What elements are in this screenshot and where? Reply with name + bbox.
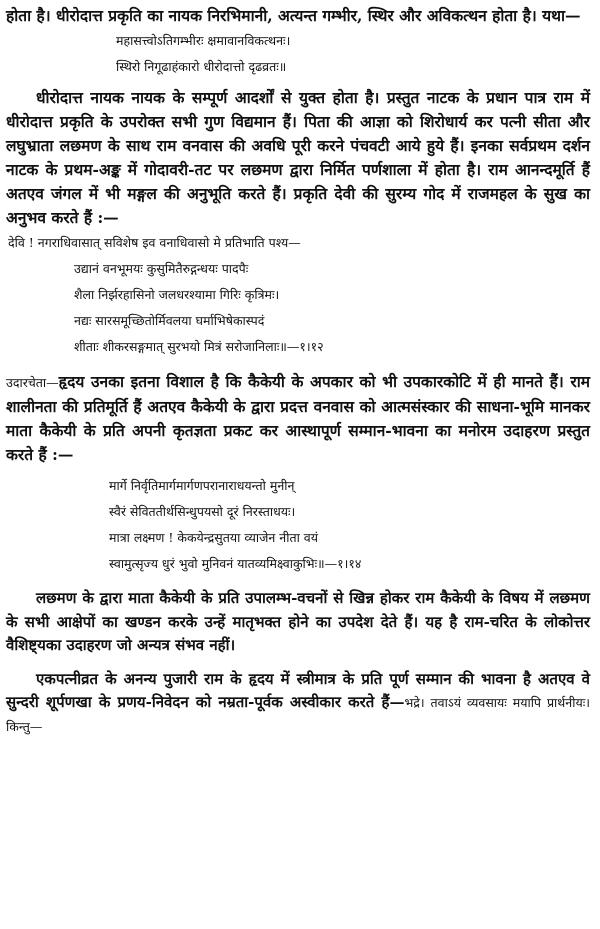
verse-line: स्थिरो निगूढाहंकारो धीरोदात्तो दृढव्रतः॥ [116,59,287,74]
udaracheta-label: उदारचेता— [6,375,59,390]
verse-line: महासत्त्वोऽतिगम्भीरः क्षमावानविकत्थनः। [116,33,291,48]
verse-line: शीताः शीकरसङ्गमात् सुरभयो मित्रं सरोजानिलाः॥—१।१२ [74,339,324,354]
paragraph-ekapatnivrata [6,668,590,739]
verse-forest-description [6,230,590,360]
udaracheta-text: हृदय उनका इतना विशाल है कि कैकेयी के अपकार को भी उपकारकोटि में ही मानते हैं। राम शालीनता की प्रतिमूर्ति हैं अतएव कैकेयी के द्वारा प्रदत्त वनवास को आत्मसंस्कार की साधना-भूमि मानकर माता कैकेयी के प्रति अपनी कृतज्ञता प्रकट कर आस्थापूर्ण सम्मान-भावना का मनोरम उदाहरण प्रस्तुत करते हैं :— [6,372,590,464]
verse-intro-line: देवि ! नगराधिवासात् सविशेष इव वनाधिवासो मे प्रतिभाति पश्य— [8,235,301,250]
paragraph-rama-character: धीरोदात्त नायक नायक के सम्पूर्ण आदर्शों से युक्त होता है। प्रस्तुत नाटक के प्रधान पात्र राम में धीरोदात्त प्रकृति के उपरोक्त सभी गुण विद्यमान हैं। पिता की आज्ञा को शिरोधार्य कर पत्नी सीता और लघुभ्राता लछमण के साथ राम वनवास की अवधि पूरी करने पंचवटी आये हुये हैं। इनका सर्वप्रथम दर्शन नाटक के प्रथम-अङ्क में गोदावरी-तट पर लछमण द्वारा निर्मित पर्णशाला में होता है। राम आनन्दमूर्ति हैं अतएव जंगल में भी मङ्गल की अनुभूति करते हैं। प्रकृति देवी की सुरम्य गोद में राजमहल के सुख का अनुभव करते हैं :— [6,88,590,227]
paragraph-nayak-qualities: होता है। धीरोदात्त प्रकृति का नायक निरभिमानी, अत्यन्त गम्भीर, स्थिर और अविकत्थन होता है। यथा— [6,6,581,25]
verse-line: मात्रा लक्ष्मण ! केकयेन्द्रसुतया व्याजेन नीता वयं [109,530,318,545]
paragraph-lakshmana-reproach: लछमण के द्वारा माता कैकेयी के प्रति उपालम्भ-वचनों से खिन्न होकर राम कैकेयी के विषय में लछमण के सभी आक्षेपों का खण्डन करके उन्हें मातृभक्त होने का उपदेश देते हैं। यह है राम-चरित के लोकोत्तर वैशिष्ट्यका उदाहरण जो अन्यत्र संभव नहीं। [6,589,590,654]
verse-dhirodatta-definition [6,28,590,80]
ekapatnivrata-text: एकपत्नीव्रत के अनन्य पुजारी राम के हृदय में स्त्रीमात्र के प्रति पूर्ण सम्मान की भावना है अतएव वे सुन्दरी शूर्पणखा के प्रणय-निवेदन को नम्रता-पूर्वक अस्वीकार करते हैं— [6,669,590,711]
verse-line: मार्गे निर्वृतिमार्गमार्गणपरानाराधयन्तो मुनीन् [109,478,295,493]
ekapatnivrata-quote: भद्रे। तवाऽयं व्यवसायः मयापि प्रार्थनीयः। किन्तु— [6,695,590,734]
verse-line: स्वामुत्सृज्य धुरं भुवो मुनिवनं यातव्यमिक्ष्वाकुभिः॥—१।१४ [109,556,362,571]
verse-line: नद्यः सारसमूच्छितोर्मिवलया घर्माभिषेकास्पदं [74,313,265,328]
verse-kaikeyi-gratitude [6,473,590,577]
verse-line: शैला निर्झरहासिनो जलधरश्यामा गिरिः कृत्रिमः। [74,287,280,302]
verse-line: उद्यानं वनभूमयः कुसुमितैरुद्गन्धयः पादपैः [74,261,249,276]
verse-line: स्वैरं सेविततीर्थसिन्धुपयसो दूरं निरस्ताधयः। [109,504,296,519]
paragraph-udaracheta [6,370,590,467]
